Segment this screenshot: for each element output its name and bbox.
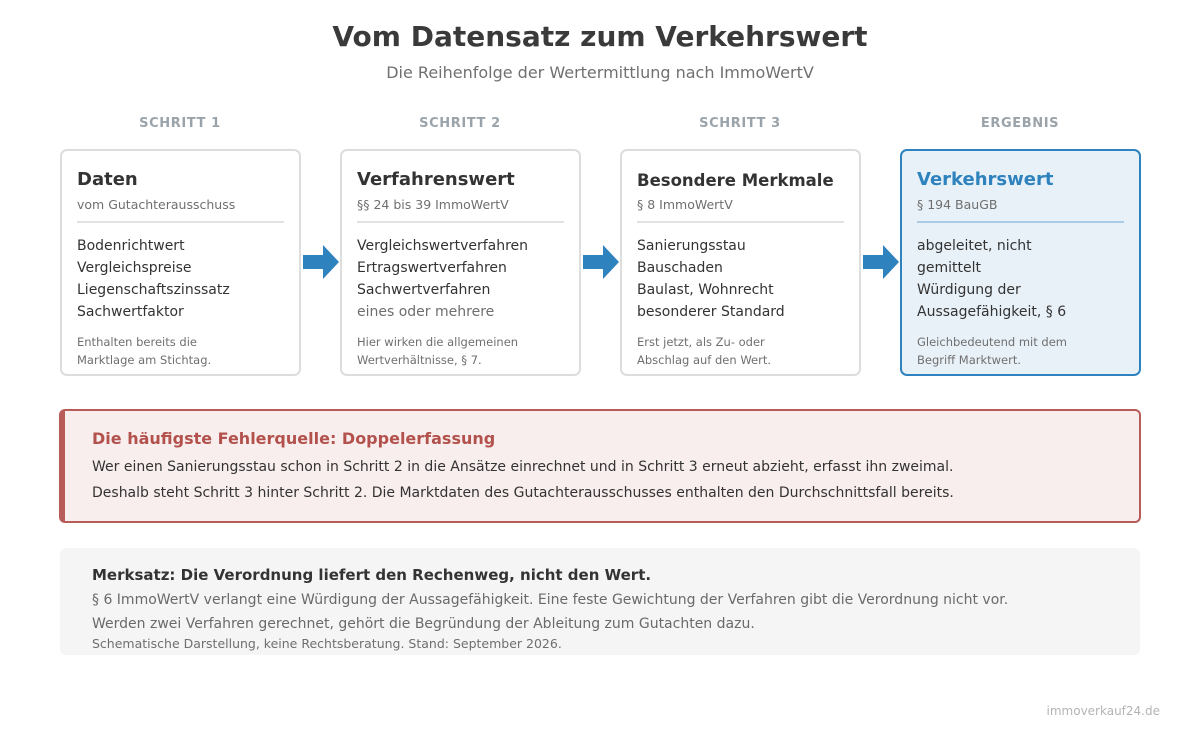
brand-watermark: immoverkauf24.de (1046, 704, 1160, 718)
card-divider (77, 221, 284, 223)
list-item: Vergleichspreise (77, 260, 192, 276)
card-note (637, 333, 849, 369)
card-title: Daten (77, 169, 138, 190)
list-item: gemittelt (917, 260, 981, 276)
arrow-right-icon (583, 245, 619, 279)
card-subtitle: § 8 ImmoWertV (637, 197, 733, 212)
list-item: besonderer Standard (637, 304, 785, 320)
list-item: Aussagefähigkeit, § 6 (917, 304, 1067, 320)
card-besondere-merkmale (620, 149, 861, 376)
card-item-list (917, 235, 1129, 323)
card-note-line: Hier wirken die allgemeinen (357, 335, 519, 349)
merksatz-footnote: Schematische Darstellung, keine Rechtsberatung. Stand: September 2026. (92, 636, 562, 651)
card-divider (637, 221, 844, 223)
card-subtitle: vom Gutachterausschuss (77, 197, 236, 212)
merksatz-text-line: Werden zwei Verfahren gerechnet, gehört die Begründung der Ableitung zum Gutachten dazu. (92, 616, 755, 632)
list-item: Sachwertfaktor (77, 304, 184, 320)
card-daten (60, 149, 301, 376)
card-note (357, 333, 569, 369)
card-divider (917, 221, 1124, 223)
card-note-line: Wertverhältnisse, § 7. (357, 353, 482, 367)
list-item: Baulast, Wohnrecht (637, 282, 774, 298)
card-note-line: Gleichbedeutend mit dem (917, 335, 1067, 349)
card-subtitle: § 194 BauGB (917, 197, 998, 212)
step-label-result: ERGEBNIS (980, 116, 1060, 131)
card-note-line: Enthalten bereits die (77, 335, 197, 349)
step-label-1: SCHRITT 1 (139, 116, 221, 131)
card-verfahrenswert (340, 149, 581, 376)
warning-box (59, 409, 1141, 523)
arrow-right-icon (863, 245, 899, 279)
card-verkehrswert (900, 149, 1141, 376)
card-item-list (77, 235, 289, 323)
card-item-list (637, 235, 849, 323)
merksatz-title: Merksatz: Die Verordnung liefert den Rechenweg, nicht den Wert. (92, 566, 652, 584)
list-item: Würdigung der (917, 282, 1021, 298)
card-note-line: Begriff Marktwert. (917, 353, 1022, 367)
page-title: Vom Datensatz zum Verkehrswert (332, 20, 868, 53)
list-item: Sachwertverfahren (357, 282, 491, 298)
card-divider (357, 221, 564, 223)
card-note-line: Marktlage am Stichtag. (77, 353, 212, 367)
card-note-line: Abschlag auf den Wert. (637, 353, 771, 367)
list-item: Liegenschaftszinssatz (77, 282, 230, 298)
list-item: Vergleichswertverfahren (357, 238, 529, 254)
card-title: Besondere Merkmale (637, 171, 834, 190)
card-title: Verfahrenswert (357, 169, 515, 190)
card-note-line: Erst jetzt, als Zu- oder (637, 335, 765, 349)
page-subtitle: Die Reihenfolge der Wertermittlung nach ImmoWertV (386, 63, 814, 82)
card-title: Verkehrswert (917, 169, 1054, 190)
merksatz-box (60, 548, 1140, 655)
warning-text-line: Deshalb steht Schritt 3 hinter Schritt 2. Die Marktdaten des Gutachterausschusses enthalten den Durchschnittsfall bereits. (92, 485, 954, 501)
step-label-3: SCHRITT 3 (699, 116, 781, 131)
merksatz-text-line: § 6 ImmoWertV verlangt eine Würdigung der Aussagefähigkeit. Eine feste Gewichtung der Verfahren gibt die Verordnung nicht vor. (92, 592, 1009, 608)
list-item: abgeleitet, nicht (917, 238, 1032, 254)
list-item: Bauschaden (637, 260, 723, 276)
warning-text-line: Wer einen Sanierungsstau schon in Schritt 2 in die Ansätze einrechnet und in Schritt 3 erneut abzieht, erfasst ihn zweimal. (92, 459, 954, 475)
card-subtitle: §§ 24 bis 39 ImmoWertV (357, 197, 509, 212)
list-item: Ertragswertverfahren (357, 260, 507, 276)
list-item: Sanierungsstau (637, 238, 746, 254)
list-item: eines oder mehrere (357, 304, 495, 320)
card-note (917, 333, 1129, 369)
warning-title: Die häufigste Fehlerquelle: Doppelerfassung (92, 429, 496, 448)
step-label-2: SCHRITT 2 (419, 116, 501, 131)
card-item-list (357, 235, 569, 323)
arrow-right-icon (303, 245, 339, 279)
list-item: Bodenrichtwert (77, 238, 185, 254)
card-note (77, 333, 289, 369)
